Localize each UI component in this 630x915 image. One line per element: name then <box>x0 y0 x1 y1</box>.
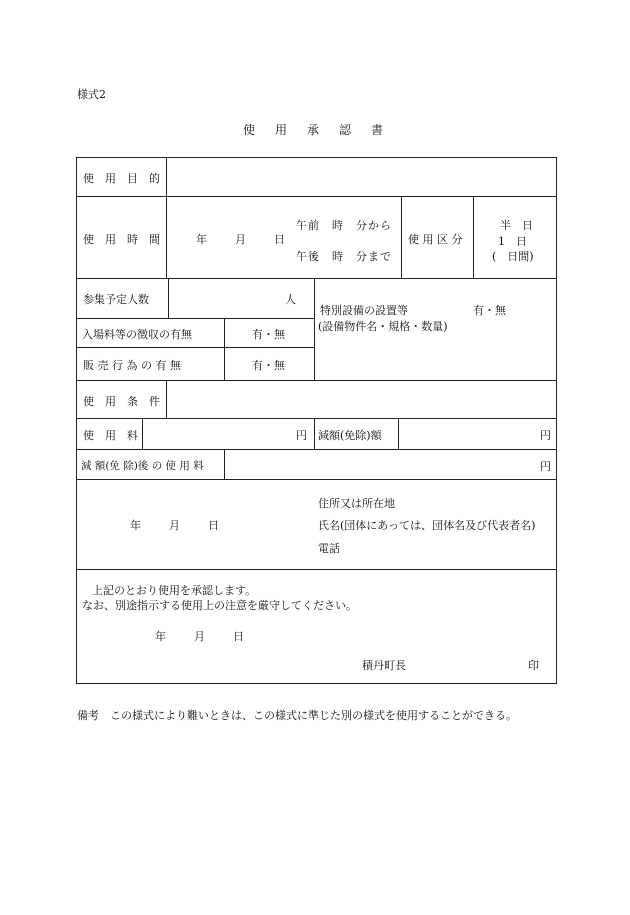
approval-line-2: なお、別途指示する使用上の注意を厳守してください。 <box>82 599 357 612</box>
col-line <box>142 418 143 450</box>
fee-unit: 円 <box>296 429 307 442</box>
conditions-field[interactable] <box>168 382 554 417</box>
col-line <box>168 278 169 319</box>
reduction-label: 減額(免除)額 <box>318 429 382 442</box>
after-reduction-unit: 円 <box>540 460 551 473</box>
document-title: 使 用 承 認 書 <box>242 123 387 137</box>
table-border-bottom <box>76 683 557 684</box>
row-line <box>76 380 557 381</box>
table-border-left <box>76 157 77 684</box>
seal-mark: 印 <box>528 659 539 672</box>
col-line <box>224 318 225 380</box>
col-line <box>166 157 167 279</box>
approval-date[interactable]: 年 月 日 <box>155 630 246 643</box>
time-label: 使 用 時 間 <box>83 233 160 246</box>
row-line <box>76 569 557 570</box>
table-border-right <box>556 157 557 684</box>
division-half[interactable]: 半 日 <box>500 219 533 232</box>
col-line <box>401 196 402 279</box>
applicant-name: 氏名(団体にあっては、団体名及び代表者名) <box>318 519 536 532</box>
col-line <box>314 278 315 380</box>
row-line <box>76 347 314 348</box>
division-days[interactable]: ( 日間) <box>492 250 534 263</box>
row-line <box>76 318 314 319</box>
col-line <box>166 380 167 419</box>
conditions-label: 使 用 条 件 <box>83 395 160 408</box>
sales-value[interactable]: 有・無 <box>252 359 285 372</box>
after-reduction-label: 減 額(免 除)後 の 使 用 料 <box>81 460 204 472</box>
row-line <box>76 418 557 419</box>
col-line <box>398 418 399 450</box>
row-line <box>76 196 557 197</box>
sales-label: 販 売 行 為 の 有 無 <box>83 359 181 372</box>
time-date[interactable]: 年 月 日 <box>196 233 287 246</box>
reduction-unit: 円 <box>540 429 551 442</box>
row-line <box>76 479 557 480</box>
footnote: 備考 この様式により難いときは、この様式に準じた別の様式を使用することができる。 <box>77 709 517 722</box>
fee-collect-label: 入場料等の徴収の有無 <box>82 328 192 341</box>
special-equipment-label: 特別設備の設置等 <box>320 304 408 317</box>
form-number: 様式2 <box>77 88 106 101</box>
row-line <box>76 449 557 450</box>
fee-collect-value[interactable]: 有・無 <box>252 328 285 341</box>
applicant-date[interactable]: 年 月 日 <box>130 519 221 532</box>
applicant-phone: 電話 <box>318 542 340 555</box>
approval-line-1: 上記のとおり使用を承認します。 <box>92 584 257 597</box>
time-to[interactable]: 午後 時 分まで <box>296 250 392 263</box>
purpose-label: 使 用 目 的 <box>83 172 160 185</box>
col-line <box>224 449 225 480</box>
special-equipment-value[interactable]: 有・無 <box>473 304 506 317</box>
attendees-label: 参集予定人数 <box>83 293 149 306</box>
approval-issuer: 積丹町長 <box>362 659 406 672</box>
division-label: 使 用 区 分 <box>408 233 463 246</box>
attendees-unit: 人 <box>285 293 296 306</box>
fee-label: 使 用 料 <box>83 429 138 442</box>
table-border-top <box>76 157 557 158</box>
col-line <box>473 196 474 279</box>
row-line <box>76 278 557 279</box>
division-one-day[interactable]: 1 日 <box>498 235 527 248</box>
col-line <box>314 418 315 450</box>
time-from[interactable]: 午前 時 分から <box>296 219 392 232</box>
special-equipment-detail: (設備物件名・規格・数量) <box>318 320 448 333</box>
applicant-address: 住所又は所在地 <box>318 497 395 510</box>
purpose-field[interactable] <box>168 159 554 195</box>
